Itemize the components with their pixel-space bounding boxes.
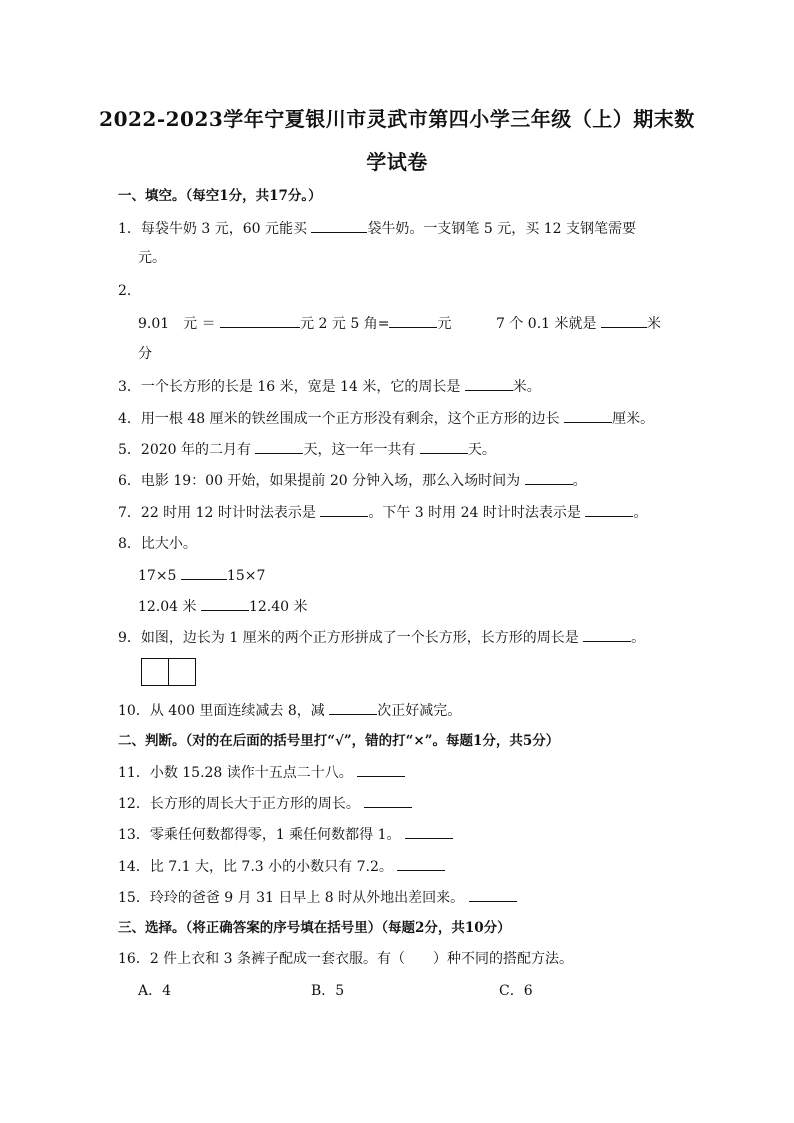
q11-blank <box>357 762 405 777</box>
q3-text-b: 米。 <box>512 379 541 395</box>
q15-blank <box>469 887 517 902</box>
q3-blank <box>465 376 513 391</box>
q9-blank <box>583 627 631 642</box>
q8-compare-2 <box>138 596 308 617</box>
q8-blank-1 <box>181 565 227 580</box>
q10-text-a: 10．从 400 里面连续减去 8，减 <box>118 703 325 719</box>
section3-heading: 三、选择。（将正确答案的序号填在括号里）（每题2分，共10分） <box>118 920 511 936</box>
q2-blank-1 <box>220 313 300 328</box>
q2-continuation: 分 <box>138 346 152 362</box>
q16-option-c: C．6 <box>499 983 533 999</box>
question-13 <box>118 824 453 845</box>
question-7 <box>118 502 647 523</box>
q5-text-a: 5．2020 年的二月有 <box>118 442 251 458</box>
q16-option-b: B．5 <box>311 983 345 999</box>
q2-blank-3 <box>601 313 647 328</box>
exam-title-line2: 学试卷 <box>366 150 428 174</box>
q5-text-c: 天。 <box>467 442 496 458</box>
q4-text-b: 厘米。 <box>612 411 655 427</box>
q7-text-a: 7．22 时用 12 时计时法表示是 <box>118 505 316 521</box>
q11-text: 11．小数 15.28 读作十五点二十八。 <box>118 765 353 781</box>
q9-square-left <box>141 658 169 686</box>
q2-text-c: 元 <box>437 316 452 332</box>
q1-blank-1 <box>311 218 367 233</box>
q15-text: 15．玲玲的爸爸 9 月 31 日早上 8 时从外地出差回来。 <box>118 890 465 906</box>
q2-text-d: 7 个 0.1 米就是 <box>496 316 597 332</box>
q4-blank <box>564 408 612 423</box>
q7-text-c: 。 <box>633 505 648 521</box>
q2-blank-2 <box>389 313 437 328</box>
q9-square-right <box>168 658 196 686</box>
question-16: 16．2 件上衣和 3 条裤子配成一套衣服。有（ ）种不同的搭配方法。 <box>118 951 573 967</box>
q2-text-b: 元 2 元 5 角= <box>300 316 390 332</box>
section2-heading: 二、判断。（对的在后面的括号里打“√”，错的打“×”。每题1分，共5分） <box>118 733 560 749</box>
q5-blank-1 <box>255 439 303 454</box>
question-6 <box>118 470 587 491</box>
q10-blank <box>329 700 377 715</box>
q5-text-b: 天，这一年一共有 <box>303 442 416 458</box>
q9-text-a: 9．如图，边长为 1 厘米的两个正方形拼成了一个长方形，长方形的周长是 <box>118 630 579 646</box>
q14-text: 14．比 7.1 大，比 7.3 小的小数只有 7.2。 <box>118 859 393 875</box>
q8-blank-2 <box>201 596 249 611</box>
exam-title-line1: 2022-2023学年宁夏银川市灵武市第四小学三年级（上）期末数 <box>99 107 695 131</box>
question-2-part2 <box>496 313 661 334</box>
q12-text: 12．长方形的周长大于正方形的周长。 <box>118 796 360 812</box>
q8-expr-right-1: 15×7 <box>226 568 266 584</box>
q5-blank-2 <box>420 439 468 454</box>
question-1 <box>118 218 636 239</box>
question-15 <box>118 887 517 908</box>
q7-blank-2 <box>585 502 633 517</box>
question-2-number: 2． <box>118 283 141 299</box>
q9-text-b: 。 <box>631 630 646 646</box>
section1-heading: 一、填空。（每空1分，共17分。） <box>118 188 322 204</box>
q2-text-a: 9.01 元 ＝ <box>138 316 216 332</box>
q4-text-a: 4．用一根 48 厘米的铁丝围成一个正方形没有剩余，这个正方形的边长 <box>118 411 560 427</box>
q7-text-b: 。下午 3 时用 24 时计时法表示是 <box>368 505 581 521</box>
question-14 <box>118 856 445 877</box>
question-5 <box>118 439 496 460</box>
question-3 <box>118 376 541 397</box>
q7-blank-1 <box>320 502 368 517</box>
q8-expr-left-1: 17×5 <box>138 568 177 584</box>
question-2 <box>138 313 451 334</box>
question-11 <box>118 762 405 783</box>
question-4 <box>118 408 654 429</box>
q1-continuation: 元。 <box>138 250 166 266</box>
q6-blank <box>525 470 573 485</box>
q8-expr-left-2: 12.04 米 <box>138 599 197 615</box>
q2-text-e: 米 <box>646 316 661 332</box>
q1-text-a: 1．每袋牛奶 3 元，60 元能买 <box>118 221 307 237</box>
q16-option-a: A．4 <box>138 983 172 999</box>
question-10 <box>118 700 461 721</box>
q6-text-b: 。 <box>572 473 587 489</box>
q13-blank <box>405 824 453 839</box>
question-8: 8．比大小。 <box>118 536 197 552</box>
q6-text-a: 6．电影 19：00 开始，如果提前 20 分钟入场，那么入场时间为 <box>118 473 521 489</box>
q14-blank <box>397 856 445 871</box>
question-12 <box>118 793 412 814</box>
q8-expr-right-2: 12.40 米 <box>248 599 308 615</box>
q10-text-b: 次正好减完。 <box>377 703 462 719</box>
q12-blank <box>364 793 412 808</box>
q3-text-a: 3．一个长方形的长是 16 米，宽是 14 米，它的周长是 <box>118 379 461 395</box>
q1-text-b: 袋牛奶。一支钢笔 5 元，买 12 支钢笔需要 <box>367 221 636 237</box>
question-9 <box>118 627 645 648</box>
q8-compare-1 <box>138 565 265 586</box>
q13-text: 13．零乘任何数都得零，1 乘任何数都得 1。 <box>118 827 401 843</box>
